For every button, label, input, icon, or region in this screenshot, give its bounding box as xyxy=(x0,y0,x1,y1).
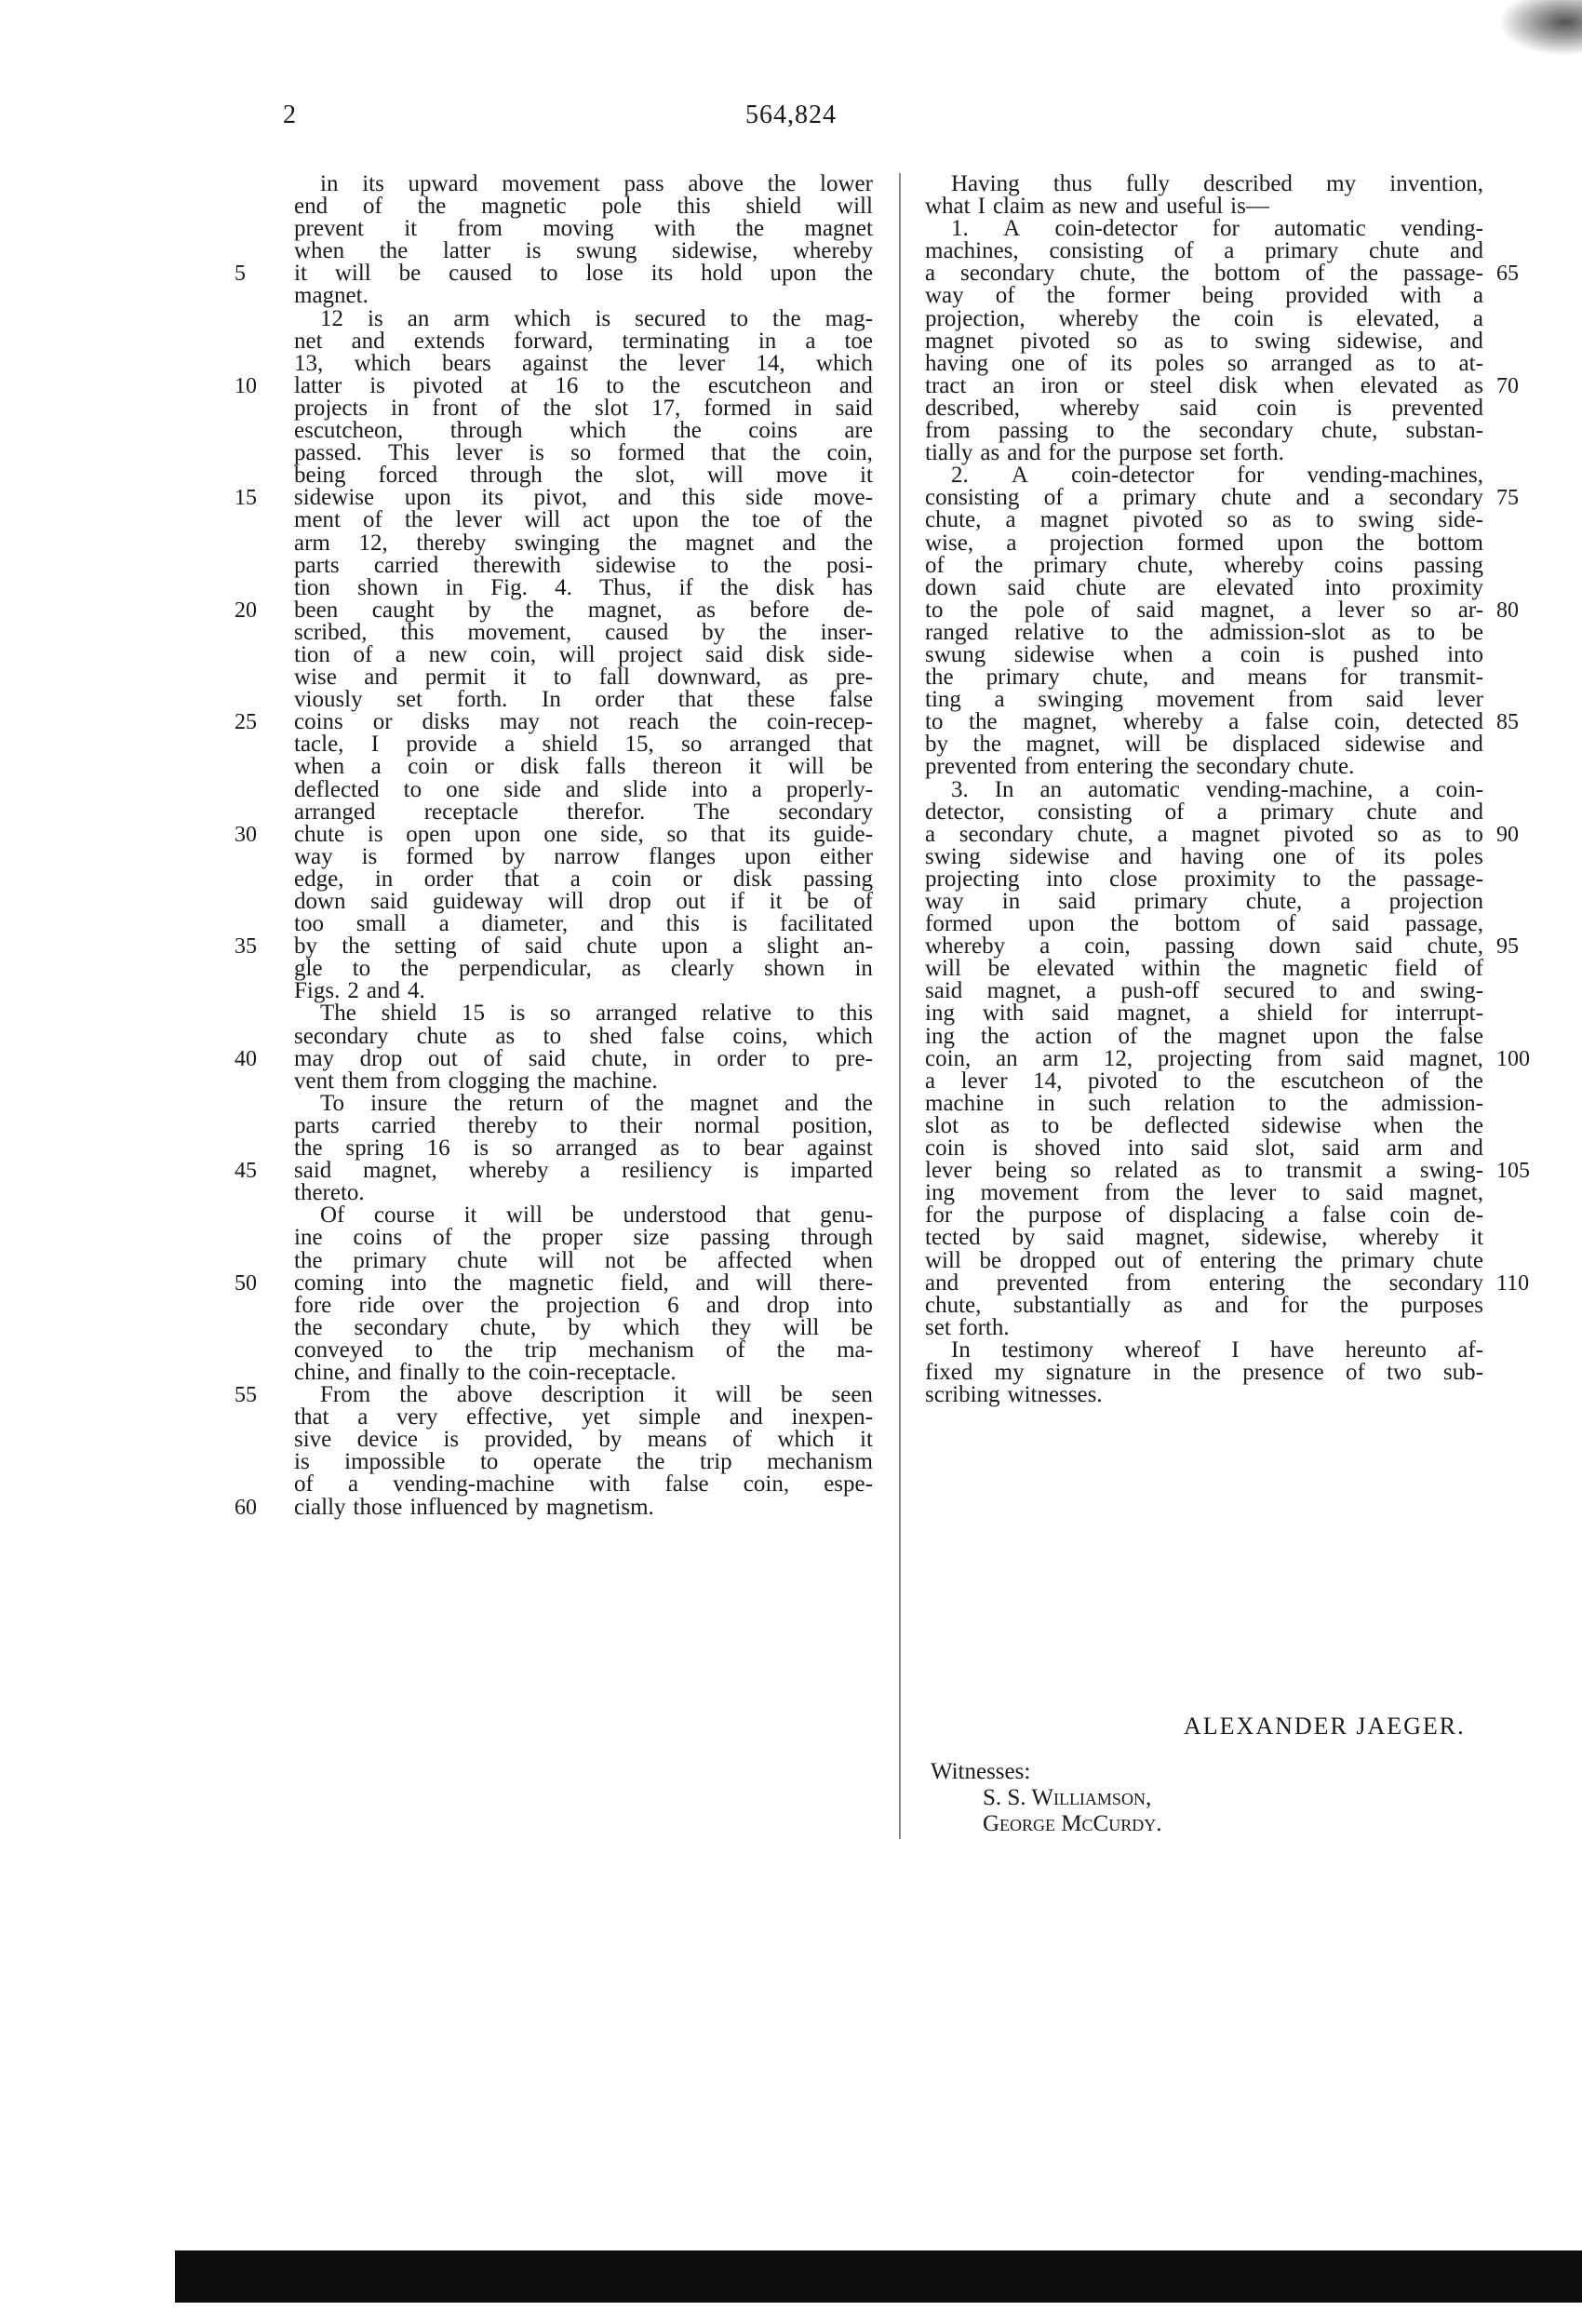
text-line: 3. In an automatic vending-machine, a coin- xyxy=(951,776,1483,802)
text-line: chine, and finally to the coin-receptacle. xyxy=(294,1359,677,1385)
text-line: escutcheon, through which the coins are xyxy=(294,418,873,444)
text-line: is impossible to operate the trip mechanism xyxy=(294,1449,873,1475)
text-line: wise, a projection formed upon the bottom xyxy=(925,530,1483,556)
text-line: the primary chute will not be affected when xyxy=(294,1247,873,1273)
text-line: scribed, this movement, caused by the inser- xyxy=(294,619,873,645)
text-line: ting a swinging movement from said lever xyxy=(925,687,1483,713)
column-divider xyxy=(899,173,901,1839)
line-number: 110 xyxy=(1496,1270,1530,1296)
line-number: 40 xyxy=(235,1046,257,1071)
text-line: parts carried thereby to their normal position, xyxy=(294,1112,873,1138)
text-line: swing sidewise and having one of its poles xyxy=(925,843,1483,869)
text-line: a secondary chute, a magnet pivoted so as to xyxy=(925,821,1483,847)
text-line: ranged relative to the admission-slot as to be xyxy=(925,619,1483,645)
text-line: way is formed by narrow flanges upon either xyxy=(294,843,873,869)
text-line: From the above description it will be seen xyxy=(320,1382,873,1408)
text-line: vent them from clogging the machine. xyxy=(294,1068,658,1094)
left-column xyxy=(294,173,873,1519)
text-line: the spring 16 is so arranged as to bear against xyxy=(294,1135,873,1162)
text-line: passed. This lever is so formed that the coin, xyxy=(294,440,873,466)
text-line: conveyed to the trip mechanism of the ma- xyxy=(294,1337,873,1363)
text-line: been caught by the magnet, as before de- xyxy=(294,597,873,623)
text-line: that a very effective, yet simple and inexpen- xyxy=(294,1404,873,1431)
text-line: way in said primary chute, a projection xyxy=(925,889,1483,914)
line-number: 95 xyxy=(1496,934,1519,960)
text-line: projects in front of the slot 17, formed in said xyxy=(294,395,873,421)
text-line: ment of the lever will act upon the toe of the xyxy=(294,507,873,533)
text-line: and prevented from entering the secondary xyxy=(925,1269,1483,1296)
text-line: may drop out of said chute, in order to pre- xyxy=(294,1045,873,1071)
text-line: when the latter is swung sidewise, whereby xyxy=(294,238,873,264)
text-line: tract an iron or steel disk when elevated as xyxy=(925,372,1483,398)
text-line: formed upon the bottom of said passage, xyxy=(925,911,1483,937)
line-number: 55 xyxy=(235,1383,257,1408)
text-line: tion shown in Fig. 4. Thus, if the disk has xyxy=(294,574,873,600)
witness-name: George McCurdy. xyxy=(983,1811,1162,1836)
text-line: net and extends forward, terminating in a toe xyxy=(294,328,873,354)
page-number: 2 xyxy=(283,101,296,129)
text-line: chute, substantially as and for the purposes xyxy=(925,1292,1483,1318)
text-line: Of course it will be understood that genu- xyxy=(320,1202,873,1229)
text-line: of a vending-machine with false coin, espe- xyxy=(294,1471,873,1498)
text-line: being forced through the slot, will move it xyxy=(294,463,873,489)
line-number: 25 xyxy=(235,710,257,735)
text-line: scribing witnesses. xyxy=(925,1382,1103,1408)
text-line: chute is open upon one side, so that its guide- xyxy=(294,821,873,847)
scan-smudge xyxy=(1498,0,1582,56)
text-line: prevented from entering the secondary chute. xyxy=(925,754,1355,780)
text-line: set forth. xyxy=(925,1314,1010,1340)
text-line: fore ride over the projection 6 and drop into xyxy=(294,1292,873,1318)
text-line: latter is pivoted at 16 to the escutcheon and xyxy=(294,372,873,398)
inventor-signature: ALEXANDER JAEGER. xyxy=(1184,1713,1466,1740)
text-line: In testimony whereof I have hereunto af- xyxy=(951,1337,1483,1363)
text-line: a lever 14, pivoted to the escutcheon of the xyxy=(925,1068,1483,1094)
text-line: detector, consisting of a primary chute and xyxy=(925,799,1483,825)
text-line: whereby a coin, passing down said chute, xyxy=(925,934,1483,960)
text-line: fixed my signature in the presence of two sub- xyxy=(925,1359,1483,1385)
text-line: arm 12, thereby swinging the magnet and the xyxy=(294,530,873,556)
text-line: wise and permit it to fall downward, as pre- xyxy=(294,665,873,691)
text-line: by the magnet, will be displaced sidewise and xyxy=(925,732,1483,758)
text-line: 2. A coin-detector for vending-machines, xyxy=(951,463,1483,489)
text-line: end of the magnetic pole this shield will xyxy=(294,194,873,220)
text-line: Figs. 2 and 4. xyxy=(294,978,425,1004)
text-line: prevent it from moving with the magnet xyxy=(294,216,873,242)
text-line: the secondary chute, by which they will be xyxy=(294,1314,873,1340)
text-line: viously set forth. In order that these false xyxy=(294,687,873,713)
text-line: magnet pivoted so as to swing sidewise, and xyxy=(925,328,1483,354)
line-number: 70 xyxy=(1496,373,1519,398)
line-number: 60 xyxy=(235,1495,257,1520)
text-line: lever being so related as to transmit a swing- xyxy=(925,1158,1483,1184)
text-line: when a coin or disk falls thereon it will be xyxy=(294,754,873,780)
text-line: 13, which bears against the lever 14, which xyxy=(294,350,873,376)
text-line: will be elevated within the magnetic field of xyxy=(925,956,1483,982)
line-number: 5 xyxy=(235,262,246,287)
text-line: a secondary chute, the bottom of the passage- xyxy=(925,261,1483,287)
text-line: machine in such relation to the admission- xyxy=(925,1090,1483,1116)
text-line: by the setting of said chute upon a slight an- xyxy=(294,934,873,960)
text-line: 1. A coin-detector for automatic vending- xyxy=(951,216,1483,242)
text-line: down said guideway will drop out if it be of xyxy=(294,889,873,914)
witnesses-label: Witnesses: xyxy=(931,1759,1031,1784)
text-line: cially those influenced by magnetism. xyxy=(294,1494,654,1520)
scan-edge-bar xyxy=(175,2250,1582,2303)
text-line: arranged receptacle therefor. The secondary xyxy=(294,799,873,825)
text-line: to the magnet, whereby a false coin, detected xyxy=(925,709,1483,735)
line-number: 105 xyxy=(1496,1159,1530,1184)
text-line: swung sidewise when a coin is pushed into xyxy=(925,641,1483,667)
witness-name: S. S. Williamson, xyxy=(983,1785,1152,1810)
text-line: 12 is an arm which is secured to the mag- xyxy=(320,305,873,331)
line-number: 15 xyxy=(235,486,257,511)
text-line: for the purpose of displacing a false coin de- xyxy=(925,1202,1483,1229)
witness-block xyxy=(931,1759,1161,1837)
text-line: parts carried therewith sidewise to the posi- xyxy=(294,552,873,578)
text-line: tacle, I provide a shield 15, so arranged that xyxy=(294,732,873,758)
line-number: 85 xyxy=(1496,710,1519,735)
text-line: ing movement from the lever to said magnet, xyxy=(925,1180,1483,1206)
text-line: tected by said magnet, sidewise, whereby it xyxy=(925,1225,1483,1251)
text-line: consisting of a primary chute and a secondary xyxy=(925,485,1483,511)
line-number: 75 xyxy=(1496,486,1519,511)
text-line: ing the action of the magnet upon the false xyxy=(925,1023,1483,1049)
text-line: To insure the return of the magnet and the xyxy=(320,1090,873,1116)
text-line: gle to the perpendicular, as clearly shown in xyxy=(294,956,873,982)
text-line: The shield 15 is so arranged relative to this xyxy=(320,1001,873,1027)
text-line: ing with said magnet, a shield for interrupt- xyxy=(925,1001,1483,1027)
text-line: magnet. xyxy=(294,283,369,309)
text-line: from passing to the secondary chute, substan- xyxy=(925,418,1483,444)
line-number: 100 xyxy=(1496,1046,1530,1071)
text-line: tially as and for the purpose set forth. xyxy=(925,440,1284,466)
text-line: said magnet, whereby a resiliency is imparted xyxy=(294,1158,873,1184)
line-number: 90 xyxy=(1496,822,1519,847)
text-line: of the primary chute, whereby coins passing xyxy=(925,552,1483,578)
text-line: the primary chute, and means for transmit- xyxy=(925,665,1483,691)
text-line: chute, a magnet pivoted so as to swing side- xyxy=(925,507,1483,533)
text-line: down said chute are elevated into proximity xyxy=(925,574,1483,600)
text-line: having one of its poles so arranged as to at- xyxy=(925,350,1483,376)
text-line: tion of a new coin, will project said disk side- xyxy=(294,641,873,667)
right-column xyxy=(925,173,1483,1406)
text-line: edge, in order that a coin or disk passing xyxy=(294,866,873,892)
text-line: machines, consisting of a primary chute and xyxy=(925,238,1483,264)
text-line: it will be caused to lose its hold upon the xyxy=(294,261,873,287)
text-line: thereto. xyxy=(294,1180,365,1206)
line-number: 50 xyxy=(235,1270,257,1296)
text-line: way of the former being provided with a xyxy=(925,283,1483,309)
text-line: described, whereby said coin is prevented xyxy=(925,395,1483,421)
text-line: slot as to be deflected sidewise when the xyxy=(925,1112,1483,1138)
text-line: coin is shoved into said slot, said arm and xyxy=(925,1135,1483,1162)
text-line: in its upward movement pass above the lower xyxy=(320,171,873,196)
text-line: deflected to one side and slide into a properly- xyxy=(294,776,873,802)
text-line: what I claim as new and useful is— xyxy=(925,194,1269,220)
text-line: sive device is provided, by means of which it xyxy=(294,1427,873,1453)
text-line: secondary chute as to shed false coins, which xyxy=(294,1023,873,1049)
text-line: will be dropped out of entering the primary chute xyxy=(925,1247,1483,1273)
text-line: projecting into close proximity to the passage- xyxy=(925,866,1483,892)
line-number: 20 xyxy=(235,598,257,623)
text-line: to the pole of said magnet, a lever so ar- xyxy=(925,597,1483,623)
text-line: coin, an arm 12, projecting from said magnet, xyxy=(925,1045,1483,1071)
patent-number: 564,824 xyxy=(745,101,837,129)
text-line: projection, whereby the coin is elevated, a xyxy=(925,305,1483,331)
text-line: too small a diameter, and this is facilitated xyxy=(294,911,873,937)
line-number: 65 xyxy=(1496,262,1519,287)
line-number: 30 xyxy=(235,822,257,847)
text-line: ine coins of the proper size passing through xyxy=(294,1225,873,1251)
text-line: coins or disks may not reach the coin-recep- xyxy=(294,709,873,735)
text-line: sidewise upon its pivot, and this side move- xyxy=(294,485,873,511)
text-line: coming into the magnetic field, and will there- xyxy=(294,1269,873,1296)
text-line: Having thus fully described my invention, xyxy=(951,171,1483,196)
line-number: 10 xyxy=(235,373,257,398)
text-line: said magnet, a push-off secured to and swing- xyxy=(925,978,1483,1004)
line-number: 45 xyxy=(235,1159,257,1184)
line-number: 35 xyxy=(235,934,257,960)
line-number: 80 xyxy=(1496,598,1519,623)
